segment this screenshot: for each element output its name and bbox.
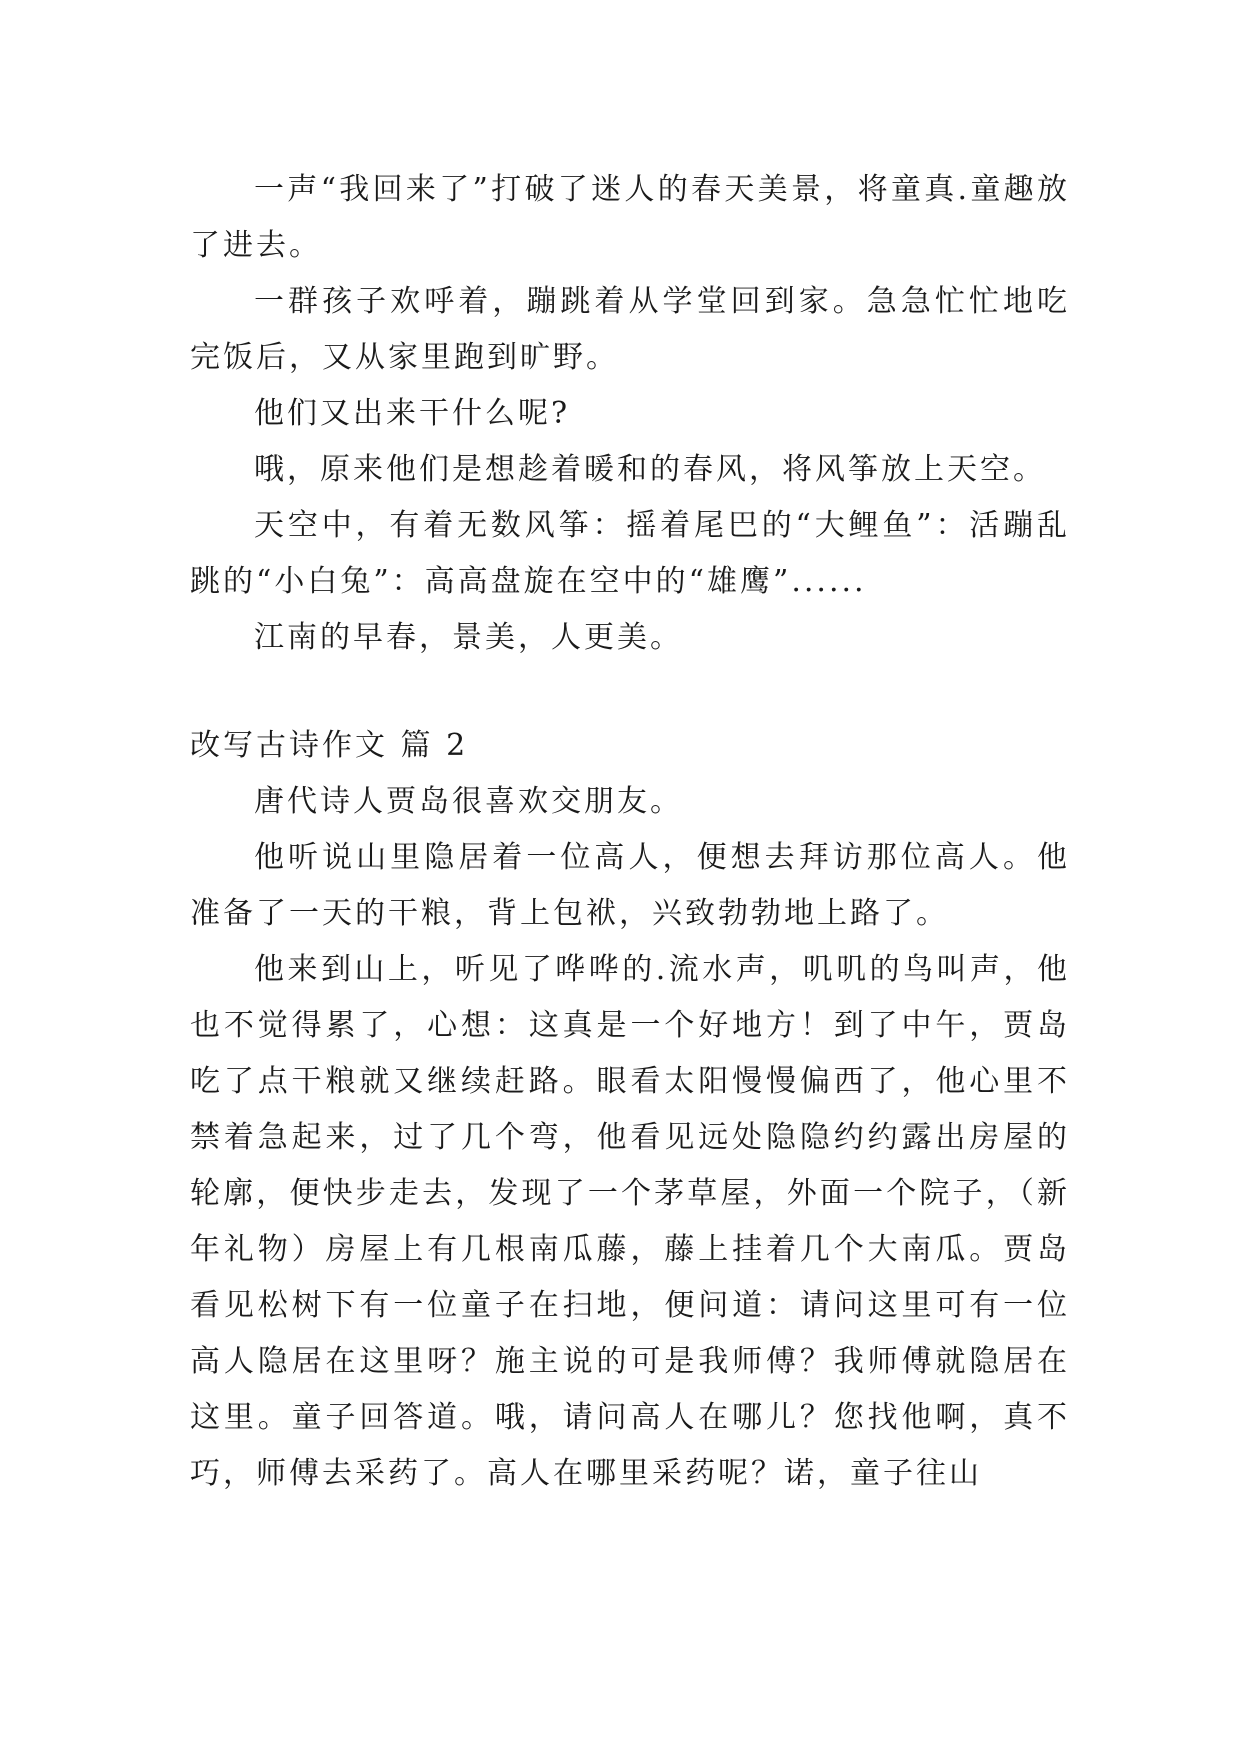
paragraph: 唐代诗人贾岛很喜欢交朋友。 bbox=[254, 784, 683, 819]
paragraph: 天空中，有着无数风筝：摇着尾巴的“大鲤鱼”：活蹦乱跳的“小白兔”：高高盘旋在空中的“雄鹰”...... bbox=[190, 508, 1070, 599]
document-page bbox=[190, 162, 1070, 1502]
paragraph: 哦，原来他们是想趁着暖和的春风，将风筝放上天空。 bbox=[254, 452, 1046, 487]
section-title: 改写古诗作文 篇 2 bbox=[190, 728, 469, 763]
paragraph: 他听说山里隐居着一位高人，便想去拜访那位高人。他准备了一天的干粮，背上包袱，兴致勃勃地上路了。 bbox=[190, 840, 1070, 931]
paragraph: 他们又出来干什么呢? bbox=[254, 396, 571, 431]
paragraph: 江南的早春，景美，人更美。 bbox=[254, 620, 683, 655]
paragraph: 一群孩子欢呼着，蹦跳着从学堂回到家。急急忙忙地吃完饭后，又从家里跑到旷野。 bbox=[190, 284, 1070, 375]
paragraph: 一声“我回来了”打破了迷人的春天美景，将童真.童趣放了进去。 bbox=[190, 172, 1070, 263]
paragraph: 他来到山上，听见了哗哗的.流水声，叽叽的鸟叫声，他也不觉得累了，心想：这真是一个好地方！到了中午，贾岛吃了点干粮就又继续赶路。眼看太阳慢慢偏西了，他心里不禁着急起来，过了几个弯，他看见远处隐隐约约露出房屋的轮廓，便快步走去，发现了一个茅草屋，外面一个院子，（新年礼物）房屋上有几根南瓜藤，藤上挂着几个大南瓜。贾岛看见松树下有一位童子在扫地，便问道：请问这里可有一位高人隐居在这里呀？施主说的可是我师傅？我师傅就隐居在这里。童子回答道。哦，请问高人在哪儿？您找他啊，真不巧，师傅去采药了。高人在哪里采药呢？诺，童子往山 bbox=[190, 952, 1070, 1491]
section-spacer bbox=[190, 666, 1070, 718]
